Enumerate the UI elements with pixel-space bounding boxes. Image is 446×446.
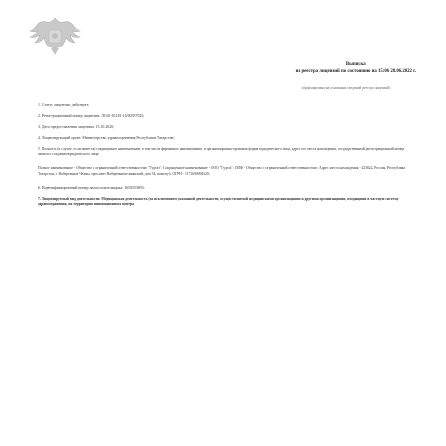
item-text: Статус лицензии: действует; bbox=[41, 103, 90, 107]
list-item bbox=[38, 125, 414, 131]
document-body bbox=[38, 103, 414, 213]
item-number: 1. bbox=[38, 103, 41, 107]
item-number: 5. bbox=[38, 146, 41, 151]
item-number: 7. bbox=[38, 196, 41, 201]
item-text: Дата предоставления лицензии: 13.10.2020; bbox=[41, 124, 115, 129]
document-title: Выписка bbox=[345, 62, 366, 67]
item-text: Регистрационный номер лицензии: ЛО41-01181-16/00357025; bbox=[41, 113, 145, 118]
list-item bbox=[38, 186, 414, 192]
item-text: Полное наименование - Общество с ограниченной ответственностью "Гудгаз"; Сокращенное наименование - ООО "Гудгаз"; ОПФ - Общество с ограниченной ответственностью; Адрес места нахождения - 423822, Россия, Республика Татарстан, г. Набережные Челны, проспект Набережночелнинский, дом 54, помещ 6; ОГРН - 1171690094520; bbox=[38, 166, 406, 176]
item-number: 6. bbox=[38, 185, 41, 190]
document-subtitle: из реестра лицензий по состоянию на 15:06 28.06.2022 г. bbox=[295, 69, 416, 74]
item-number: 3. bbox=[38, 124, 41, 129]
coat-of-arms-icon bbox=[24, 14, 86, 58]
item-number: 2. bbox=[38, 113, 41, 118]
list-item bbox=[38, 166, 414, 176]
list-item bbox=[38, 103, 414, 109]
item-text: Идентификационный номер налогоплательщика: 1650353693; bbox=[41, 185, 145, 190]
item-number: 4. bbox=[38, 135, 41, 140]
list-item bbox=[38, 114, 414, 120]
item-text: Лицензирующий орган: Министерство здравоохранения Республики Татарстан; bbox=[41, 135, 175, 140]
item-text: Полное и (в случае, если имеется) сокращенное наименование, в том числе фирменное наименование, и организационно-правовая форма юридического лица, адрес его места нахождения, государственный регистрационный номер записи о создании юридического лица: bbox=[38, 146, 405, 157]
item-text: Лицензируемый вид деятельности: Медицинская деятельность (за исключением указанной деятельности, осуществляемой медицинскими организациями и другими организациями, входящими в частную систему здравоохранения, на территории инновационного центра bbox=[38, 196, 399, 206]
list-item bbox=[38, 147, 414, 157]
generated-note: (сформирована на основании сведений реестра лицензий) bbox=[301, 86, 391, 90]
list-item bbox=[38, 197, 414, 207]
document-header bbox=[296, 61, 416, 75]
list-item bbox=[38, 136, 414, 142]
